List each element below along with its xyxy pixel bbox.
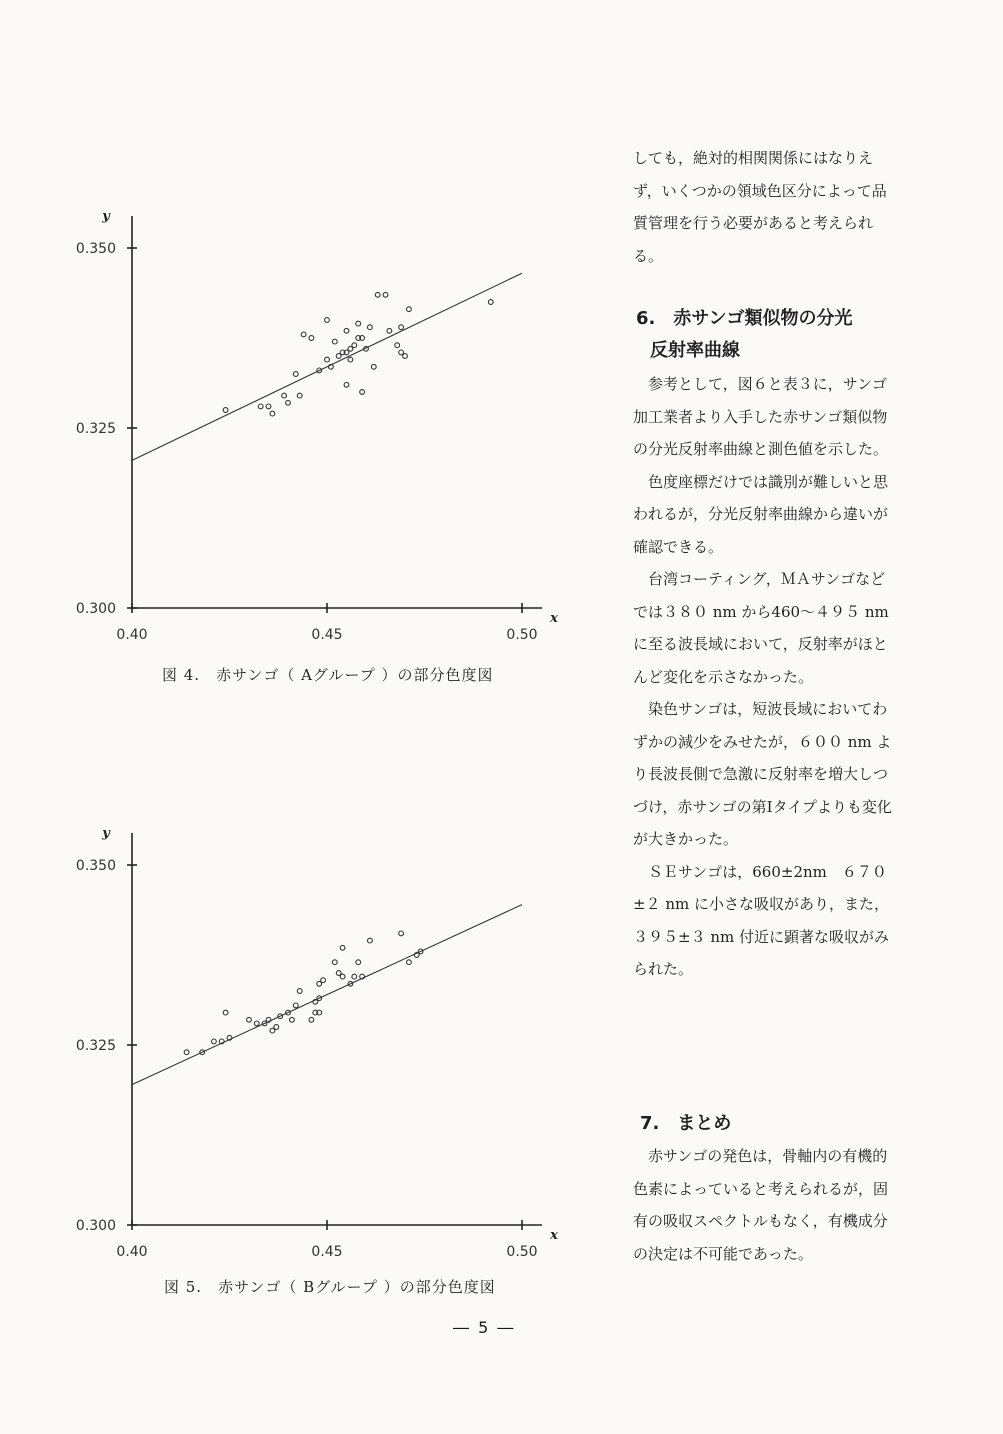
- paragraph: ＳＥサンゴは，660±2nm ６７０±２ nm に小さな吸収があり，また，３９５±３ nm 付近に顕著な吸収がみられた。: [633, 862, 889, 978]
- data-point: [293, 1003, 298, 1008]
- paragraph: 参考として，図６と表３に，サンゴ加工業者より入手した赤サンゴ類似物の分光反射率曲線と測色値を示した。: [633, 375, 889, 458]
- data-point: [184, 1050, 189, 1055]
- data-point: [488, 300, 493, 305]
- paragraph: しても，絶対的相関関係にはなりえず，いくつかの領域色区分によって品質管理を行う必要があると考えられる。: [633, 149, 887, 265]
- x-axis-label: x: [550, 1228, 558, 1243]
- data-point: [321, 978, 326, 983]
- data-point: [344, 328, 349, 333]
- data-point: [352, 343, 357, 348]
- figure-5-caption: 図 5. 赤サンゴ（ Bグループ ）の部分色度図: [164, 1278, 496, 1296]
- y-tick-label: 0.300: [75, 601, 116, 617]
- data-point: [297, 393, 302, 398]
- figure-4-chart: [60, 195, 580, 655]
- data-point: [325, 357, 330, 362]
- figure-5-chart: [60, 812, 580, 1272]
- data-point: [356, 960, 361, 965]
- data-point: [368, 938, 373, 943]
- section-7-heading: 7. まとめ: [640, 1113, 732, 1134]
- regression-line: [132, 273, 522, 460]
- data-point: [212, 1039, 217, 1044]
- data-point: [266, 404, 271, 409]
- section-7-body: [633, 1140, 895, 1270]
- data-point: [348, 357, 353, 362]
- data-point: [360, 390, 365, 395]
- section-6-body: [633, 368, 895, 986]
- data-point: [387, 328, 392, 333]
- data-point: [352, 974, 357, 979]
- data-point: [290, 1017, 295, 1022]
- data-point: [407, 307, 412, 312]
- data-point: [368, 325, 373, 330]
- x-tick-label: 0.45: [311, 627, 343, 643]
- section-6-heading-line2: 反射率曲線: [650, 340, 740, 361]
- data-point: [282, 393, 287, 398]
- data-point: [395, 343, 400, 348]
- data-point: [301, 332, 306, 337]
- data-point: [407, 960, 412, 965]
- data-point: [344, 382, 349, 387]
- y-tick-label: 0.325: [75, 1038, 116, 1054]
- data-point: [223, 1010, 228, 1015]
- x-tick-label: 0.40: [116, 627, 148, 643]
- regression-line: [132, 905, 522, 1085]
- y-axis-label: y: [102, 826, 110, 841]
- data-point: [223, 408, 228, 413]
- data-point: [399, 931, 404, 936]
- section-6-heading: [636, 303, 898, 367]
- x-tick-label: 0.50: [506, 1244, 538, 1260]
- figure-4-svg: [60, 195, 580, 655]
- data-point: [332, 960, 337, 965]
- data-point: [293, 372, 298, 377]
- data-point: [325, 318, 330, 323]
- page-number: ― 5 ―: [453, 1318, 516, 1337]
- data-point: [399, 325, 404, 330]
- x-axis-label: x: [550, 611, 558, 626]
- paragraph: 色度座標だけでは識別が難しいと思われるが，分光反射率曲線から違いが確認できる。: [633, 472, 889, 556]
- data-point: [247, 1017, 252, 1022]
- data-point: [340, 945, 345, 950]
- data-point: [258, 404, 263, 409]
- data-point: [356, 321, 361, 326]
- data-point: [340, 974, 345, 979]
- data-point: [270, 411, 275, 416]
- x-tick-label: 0.50: [506, 627, 538, 643]
- y-tick-label: 0.350: [75, 858, 116, 874]
- figure-5-svg: [60, 812, 580, 1272]
- y-tick-label: 0.350: [75, 241, 116, 257]
- data-point: [403, 354, 408, 359]
- data-point: [332, 339, 337, 344]
- y-tick-label: 0.325: [75, 421, 116, 437]
- paragraph: 染色サンゴは，短波長域においてわずかの減少をみせたが，６００ nm より長波長側で急激に反射率を増大しつづけ，赤サンゴの第Ⅰタイプよりも変化が大きかった。: [633, 700, 892, 848]
- data-point: [274, 1025, 279, 1030]
- data-point: [375, 292, 380, 297]
- data-point: [286, 400, 291, 405]
- data-point: [297, 989, 302, 994]
- data-point: [254, 1021, 259, 1026]
- data-point: [309, 1017, 314, 1022]
- data-point: [371, 364, 376, 369]
- paragraph: 台湾コーティング，ＭＡサンゴなどでは３８０ nm から460～４９５ nm に至る波長域において，反射率がほとんど変化を示さなかった。: [633, 570, 889, 686]
- x-tick-label: 0.45: [311, 1244, 343, 1260]
- x-tick-label: 0.40: [116, 1244, 148, 1260]
- paragraph: 赤サンゴの発色は，骨軸内の有機的色素によっていると考えられるが，固有の吸収スペクトルもなく，有機成分の決定は不可能であった。: [633, 1147, 889, 1263]
- figure-4-caption: 図 4. 赤サンゴ（ Aグループ ）の部分色度図: [162, 666, 494, 684]
- data-point: [383, 292, 388, 297]
- data-point: [309, 336, 314, 341]
- y-axis-label: y: [102, 209, 110, 224]
- continued-paragraph: [633, 142, 895, 272]
- section-6-heading-line1: 6. 赤サンゴ類似物の分光: [636, 308, 853, 329]
- y-tick-label: 0.300: [75, 1218, 116, 1234]
